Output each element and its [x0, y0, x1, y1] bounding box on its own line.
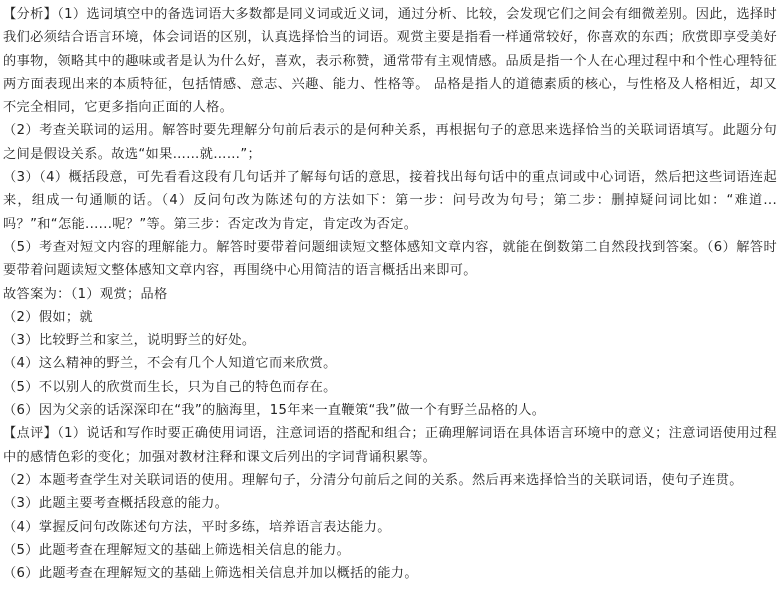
answer-item-6: （6）因为父亲的话深深印在“我”的脑海里，15年来一直鞭策“我”做一个有野兰品格的人。: [3, 403, 546, 419]
answer-intro: 故答案为：（1）观赏；品格: [3, 286, 168, 302]
analysis-paragraph-1: 【分析】（1）选词填空中的备选词语大多数都是同义词或近义词，通过分析、比较，会发现它们之间会有细微差别。因此，选择时我们必须结合语言环境，体会词语的区别，认真选择恰当的词语。观赏主要是指看一样通常较好，你喜欢的东西；欣赏即享受美好的事物，领略其中的趣味或者是认为什么好，喜欢，表示称赞，通常带有主观情感。品质是指一个人在心理过程中和个性心理特征两方面表现出来的本质特征，包括情感、意志、兴趣、能力、性格等。 品格是指人的道德素质的核心，与性格及人格相近，却又不完全相同，它更多指向正面的人格。: [3, 7, 777, 116]
analysis-paragraph-3: （3）（4）概括段意，可先看看这段有几句话并了解每句话的意思，接着找出每句话中的重点词或中心词语，然后把这些词语连起来，组成一句通顺的话。（4）反问句改为陈述句的方法如下：第一步：问号改为句号；第二步：删掉疑问词比如：“难道...吗？”和“怎能......呢？”等。第三步：否定改为肯定，肯定改为否定。: [3, 170, 777, 232]
answer-item-4: （4）这么精神的野兰，不会有几个人知道它而来欣赏。: [3, 356, 337, 372]
comment-paragraph-1: 【点评】（1）说话和写作时要正确使用词语，注意词语的搭配和组合；正确理解词语在具体语言环境中的意义；注意词语使用过程中的感情色彩的变化；加强对教材注释和课文后列出的字词背诵积累等。: [3, 426, 777, 465]
comment-item-3: （3）此题主要考查概括段意的能力。: [3, 496, 229, 512]
comment-item-5: （5）此题考查在理解短文的基础上筛选相关信息的能力。: [3, 542, 351, 558]
answer-item-5: （5）不以别人的欣赏而生长，只为自己的特色而存在。: [3, 379, 337, 395]
comment-item-6: （6）此题考查在理解短文的基础上筛选相关信息并加以概括的能力。: [3, 566, 418, 582]
analysis-paragraph-4: （5）考查对短文内容的理解能力。解答时要带着问题细读短文整体感知文章内容，就能在倒数第二自然段找到答案。（6）解答时要带着问题读短文整体感知文章内容，再围绕中心用简洁的语言概括出来即可。: [3, 239, 777, 279]
analysis-paragraph-2: （2）考查关联词的运用。解答时要先理解分句前后表示的是何种关系，再根据句子的意思来选择恰当的关联词语填写。此题分句之间是假设关系。故选“如果……就……”；: [3, 123, 777, 162]
comment-item-2: （2）本题考查学生对关联词语的使用。理解句子，分清分句前后之间的关系。然后再来选择恰当的关联词语，使句子连贯。: [3, 472, 743, 488]
answer-item-3: （3）比较野兰和家兰，说明野兰的好处。: [3, 333, 256, 349]
comment-item-4: （4）掌握反问句改陈述句方法，平时多练，培养语言表达能力。: [3, 519, 391, 535]
answer-item-2: （2）假如；就: [3, 309, 93, 325]
